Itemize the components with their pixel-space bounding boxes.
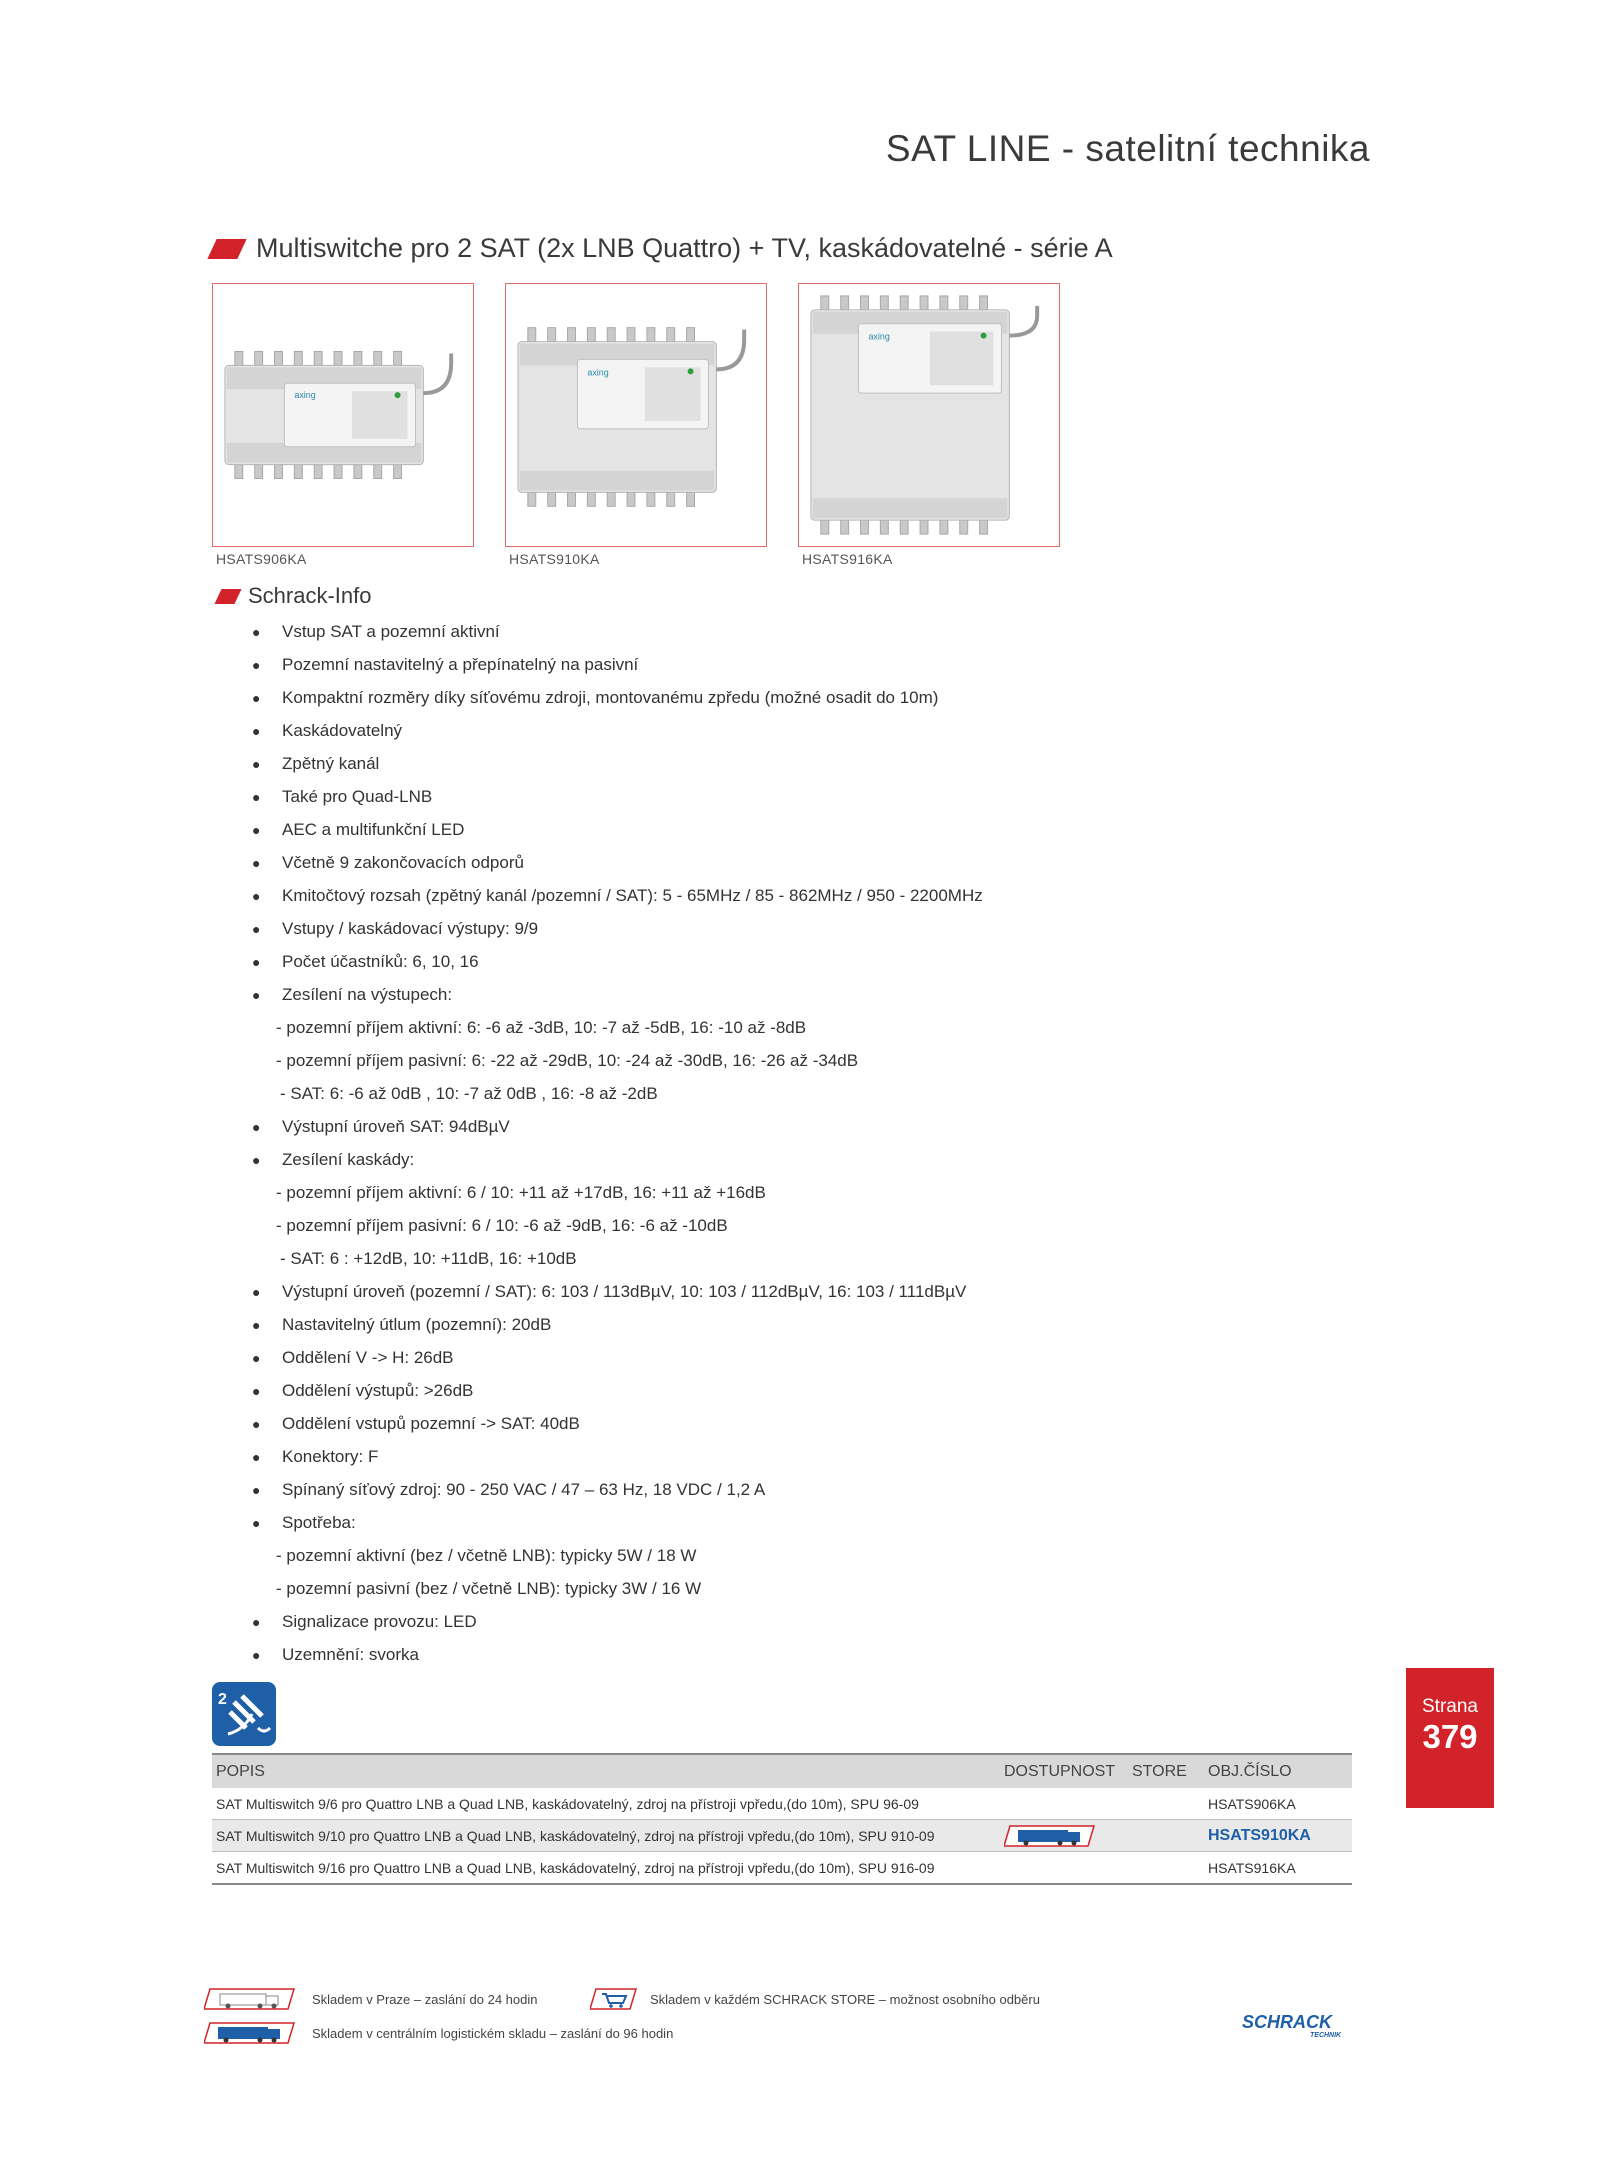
bullet-icon: ● (252, 1151, 261, 1168)
bullet-icon: ● (252, 1349, 261, 1366)
row-availability (1000, 1852, 1128, 1885)
legend-praha-text: Skladem v Praze – zaslání do 24 hodin (312, 1991, 538, 2007)
row-order-code[interactable]: HSATS906KA (1204, 1788, 1352, 1820)
spec-item: ● Kaskádovatelný (252, 720, 403, 740)
spec-item: ● AEC a multifunkční LED (252, 819, 465, 839)
spec-item: ● Spínaný síťový zdroj: 90 - 250 VAC / 47 – 63 Hz, 18 VDC / 1,2 A (252, 1479, 766, 1499)
spec-item: ● Nastavitelný útlum (pozemní): 20dB (252, 1314, 552, 1334)
row-description: SAT Multiswitch 9/10 pro Quattro LNB a Quad LNB, kaskádovatelný, zdroj na přístroji vpředu,(do 10m), SPU 910-09 (212, 1820, 1000, 1852)
spec-item: ● Oddělení výstupů: >26dB (252, 1380, 474, 1400)
svg-text:axing: axing (868, 331, 890, 342)
shopping-cart-icon (590, 1987, 638, 2011)
product-code-label: HSATS916KA (802, 551, 893, 567)
spec-subitem: - pozemní pasivní (bez / včetně LNB): typicky 3W / 16 W (276, 1578, 702, 1598)
row-description: SAT Multiswitch 9/6 pro Quattro LNB a Quad LNB, kaskádovatelný, zdroj na přístroji vpředu,(do 10m), SPU 96-09 (212, 1788, 1000, 1820)
svg-text:TECHNIK: TECHNIK (1310, 2032, 1342, 2039)
multiswitch-device-icon (506, 284, 766, 546)
bullet-icon: ● (252, 1415, 261, 1432)
spec-subitem: - pozemní příjem pasivní: 6: -22 až -29dB, 10: -24 až -30dB, 16: -26 až -34dB (276, 1050, 859, 1070)
spec-item: ● Konektory: F (252, 1446, 379, 1466)
red-marker-icon (215, 589, 242, 604)
product-code-label: HSATS906KA (216, 551, 307, 567)
prague-warehouse-truck-icon (204, 1987, 296, 2011)
spec-subitem: - SAT: 6 : +12dB, 10: +11dB, 16: +10dB (280, 1248, 577, 1268)
spec-subitem: - pozemní příjem aktivní: 6 / 10: +11 až +17dB, 16: +11 až +16dB (276, 1182, 766, 1202)
spec-item: ● Oddělení V -> H: 26dB (252, 1347, 454, 1367)
svg-text:axing: axing (587, 367, 609, 378)
central-warehouse-truck-icon (1004, 1824, 1096, 1848)
central-warehouse-truck-icon (204, 2021, 296, 2045)
row-store (1128, 1820, 1204, 1852)
product-image-hsats910ka[interactable] (505, 283, 767, 547)
spec-item: ● Počet účastníků: 6, 10, 16 (252, 951, 479, 971)
page-header-title: SAT LINE - satelitní technika (885, 128, 1370, 169)
row-availability (1000, 1788, 1128, 1820)
row-store (1128, 1852, 1204, 1885)
product-table (212, 1753, 1352, 1885)
bullet-icon: ● (252, 1613, 261, 1630)
multiswitch-device-icon (213, 284, 473, 546)
legend-store-text: Skladem v každém SCHRACK STORE – možnost osobního odběru (650, 1991, 1040, 2007)
legend-central-text: Skladem v centrálním logistickém skladu – zaslání do 96 hodin (312, 2025, 674, 2041)
spec-subitem: - pozemní aktivní (bez / včetně LNB): typicky 5W / 18 W (276, 1545, 697, 1565)
col-dostupnost: DOSTUPNOST (1000, 1754, 1128, 1788)
table-row[interactable] (212, 1820, 1352, 1852)
spec-item: ● Kmitočtový rozsah (zpětný kanál /pozemní / SAT): 5 - 65MHz / 85 - 862MHz / 950 - 2200MHz (252, 885, 983, 905)
spec-item: ● Výstupní úroveň SAT: 94dBµV (252, 1116, 510, 1136)
section-title: Multiswitche pro 2 SAT (2x LNB Quattro) + TV, kaskádovatelné - série A (256, 233, 1113, 263)
bullet-icon: ● (252, 1118, 261, 1135)
row-order-code[interactable]: HSATS910KA (1204, 1820, 1352, 1852)
spec-item: ● Pozemní nastavitelný a přepínatelný na pasivní (252, 654, 639, 674)
spec-item: ● Uzemnění: svorka (252, 1644, 419, 1664)
table-row[interactable] (212, 1852, 1352, 1885)
spec-item: ● Kompaktní rozměry díky síťovému zdroji, montovanému zpředu (možné osadit do 10m) (252, 687, 939, 707)
bullet-icon: ● (252, 689, 261, 706)
page-number: 379 (1422, 1718, 1478, 1755)
schrack-logo (1238, 2010, 1356, 2040)
bullet-icon: ● (252, 623, 261, 640)
spec-item: ● Výstupní úroveň (pozemní / SAT): 6: 103 / 113dBµV, 10: 103 / 112dBµV, 16: 103 / 111dBµV (252, 1281, 967, 1301)
svg-text:axing: axing (294, 390, 316, 401)
bullet-icon: ● (252, 1382, 261, 1399)
spec-item: ● Vstupy / kaskádovací výstupy: 9/9 (252, 918, 539, 938)
spec-item: ● Oddělení vstupů pozemní -> SAT: 40dB (252, 1413, 580, 1433)
bullet-icon: ● (252, 1646, 261, 1663)
product-code-label: HSATS910KA (509, 551, 600, 567)
page-number-tab (1406, 1668, 1494, 1808)
bullet-icon: ● (252, 722, 261, 739)
spec-item: ● Zesílení kaskády: (252, 1149, 415, 1169)
spec-subitem: - pozemní příjem aktivní: 6: -6 až -3dB, 10: -7 až -5dB, 16: -10 až -8dB (276, 1017, 807, 1037)
svg-text:2: 2 (218, 1691, 227, 1708)
row-store (1128, 1788, 1204, 1820)
schrack-info-title: Schrack-Info (248, 583, 372, 608)
spec-item: ● Spotřeba: (252, 1512, 356, 1532)
bullet-icon: ● (252, 788, 261, 805)
table-row[interactable] (212, 1788, 1352, 1820)
legend-central (204, 2021, 673, 2045)
row-description: SAT Multiswitch 9/16 pro Quattro LNB a Quad LNB, kaskádovatelný, zdroj na přístroji vpředu,(do 10m), SPU 916-09 (212, 1852, 1000, 1885)
bullet-icon: ● (252, 821, 261, 838)
spec-item: ● Signalizace provozu: LED (252, 1611, 477, 1631)
bullet-icon: ● (252, 887, 261, 904)
bullet-icon: ● (252, 755, 261, 772)
spec-subitem: - pozemní příjem pasivní: 6 / 10: -6 až -9dB, 16: -6 až -10dB (276, 1215, 728, 1235)
table-header-row (212, 1754, 1352, 1788)
red-marker-icon (207, 239, 246, 259)
legend-store (590, 1987, 1040, 2011)
bullet-icon: ● (252, 1316, 261, 1333)
bullet-icon: ● (252, 953, 261, 970)
spec-list (252, 615, 1152, 1671)
bullet-icon: ● (252, 854, 261, 871)
svg-text:SCHRACK: SCHRACK (1242, 2012, 1332, 2032)
multiswitch-device-icon (799, 284, 1059, 546)
bullet-icon: ● (252, 1514, 261, 1531)
col-popis: POPIS (212, 1754, 1000, 1788)
bullet-icon: ● (252, 1283, 261, 1300)
product-image-hsats906ka[interactable] (212, 283, 474, 547)
spec-item: ● Vstup SAT a pozemní aktivní (252, 621, 500, 641)
col-obj-cislo: OBJ.ČÍSLO (1204, 1754, 1352, 1788)
legend-praha (204, 1987, 537, 2011)
section-heading (212, 233, 1113, 264)
spec-item: ● Zesílení na výstupech: (252, 984, 453, 1004)
bullet-icon: ● (252, 986, 261, 1003)
bullet-icon: ● (252, 920, 261, 937)
col-store: STORE (1128, 1754, 1204, 1788)
bullet-icon: ● (252, 1448, 261, 1465)
row-order-code[interactable]: HSATS916KA (1204, 1852, 1352, 1885)
spec-item: ● Včetně 9 zakončovacích odporů (252, 852, 524, 872)
product-image-hsats916ka[interactable] (798, 283, 1060, 547)
spec-subitem: - SAT: 6: -6 až 0dB , 10: -7 až 0dB , 16: -8 až -2dB (280, 1083, 658, 1103)
spec-item: ● Také pro Quad-LNB (252, 786, 433, 806)
bullet-icon: ● (252, 656, 261, 673)
satellite-2-icon (212, 1682, 276, 1746)
page-label: Strana (1422, 1696, 1478, 1717)
bullet-icon: ● (252, 1481, 261, 1498)
row-availability (1000, 1820, 1128, 1852)
spec-item: ● Zpětný kanál (252, 753, 380, 773)
schrack-info-heading (218, 583, 372, 609)
